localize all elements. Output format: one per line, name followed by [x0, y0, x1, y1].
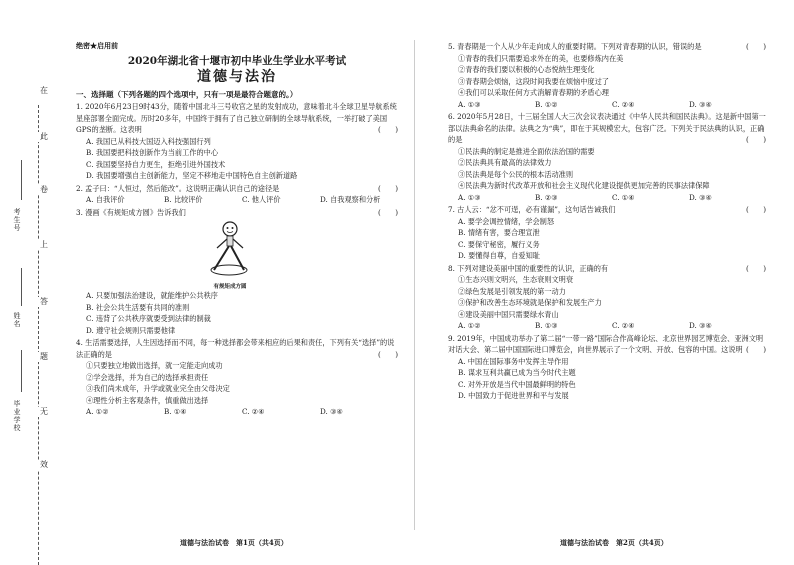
- binding-margin: [6, 50, 58, 530]
- page-divider: [414, 40, 415, 530]
- option-d: D. 要懂得自尊，自爱知耻: [458, 251, 540, 260]
- answer-paren: ( ): [378, 125, 398, 134]
- option-a: A. 自我评价: [86, 195, 125, 204]
- option-a: A. ①②: [86, 407, 109, 416]
- question-stem: 6. 2020年5月28日，十三届全国人大三次会议表决通过《中华人民共和国民法典》。这是新中国第一部以法典命名的法律。法典之为“典”，即在于其规模宏大，包容广泛。下列关于民法典的认识，正确的是: [448, 112, 766, 144]
- question-stem: 5. 青春期是一个人从少年走向成人的重要时期。下列对青春期的认识，错误的是: [448, 42, 702, 51]
- question-2: [76, 183, 398, 206]
- question-7: [448, 204, 766, 262]
- option-b: B. ①④: [164, 407, 187, 416]
- option-c: C. 他人评价: [242, 195, 281, 204]
- options-row: [76, 406, 398, 418]
- answer-paren: ( ): [746, 345, 766, 354]
- statement: ④理性分析主客观条件，慎重做出选择: [86, 395, 209, 405]
- statement: ①民法典的制定是推进全面依法治国的需要: [458, 146, 595, 156]
- seal-char: 题: [40, 352, 48, 361]
- option-a: A. 中国在国际事务中发挥主导作用: [458, 356, 569, 366]
- option-a: A. ①②: [458, 321, 481, 330]
- page-1-column: [76, 40, 398, 418]
- subject-title: 道德与法治: [197, 68, 277, 85]
- statement: ③青春期会烦恼，这段时间我要在烦恼中度过了: [458, 76, 609, 86]
- option-c: C. 要保守秘密，履行义务: [458, 239, 540, 249]
- option-b: B. 比较评价: [164, 195, 203, 204]
- confidential-mark: 绝密★启用前: [76, 41, 118, 50]
- option-d: D. ③④: [689, 192, 712, 202]
- cartoon-figure: [200, 220, 260, 288]
- option-a: A. 要学会调控情绪，学会制怒: [458, 216, 555, 226]
- options-row: [448, 99, 766, 111]
- option-c: C. ①④: [612, 192, 635, 202]
- question-4: [76, 337, 398, 418]
- page-2-footer: 道德与法治试卷 第2页（共4页）: [560, 538, 668, 547]
- option-c: C. ②④: [612, 321, 635, 330]
- option-b: B. ②③: [535, 192, 558, 202]
- option-c: C. 我国要坚持自力更生，拒绝引进外国技术: [86, 159, 226, 169]
- question-3: [76, 207, 398, 337]
- compass-cartoon-icon: [200, 220, 260, 278]
- question-1: [76, 101, 398, 182]
- option-a: A. 只要加强法治建设，就能维护公共秩序: [86, 291, 218, 300]
- statement: ①只要独立地做出选择，就一定能走向成功: [86, 361, 223, 370]
- answer-paren: ( ): [378, 349, 398, 359]
- field-line-school: [21, 350, 22, 392]
- statement: ④建设美丽中国只需要绿水青山: [458, 309, 559, 319]
- question-stem: 9. 2019年，中国成功举办了第二届“一带一路”国际合作高峰论坛、北京世界园艺博览会、亚洲文明对话大会、第二届中国国际进口博览会，向世界展示了一个文明、开放、包容的中国。这说明: [448, 333, 764, 354]
- seal-line: [38, 105, 39, 565]
- field-label-school: 毕业学校: [13, 400, 21, 432]
- answer-paren: ( ): [746, 205, 766, 214]
- answer-paren: ( ): [746, 263, 766, 273]
- option-b: B. 我国要把科技创新作为当前工作的中心: [86, 148, 219, 157]
- question-6: [448, 111, 766, 203]
- option-d: D. ③④: [689, 321, 712, 330]
- option-c: C. ②④: [612, 99, 635, 109]
- page-2-column: [448, 40, 766, 402]
- option-d: D. 遵守社会规则只需要他律: [86, 325, 176, 335]
- exam-title: 2020年湖北省十堰市初中毕业生学业水平考试: [127, 54, 347, 67]
- statement: ②学会选择，并为自己的选择承担责任: [86, 372, 209, 382]
- statement: ③民法典是每个公民的根本活动准则: [458, 169, 574, 179]
- question-8: [448, 263, 766, 332]
- question-stem: 2. 孟子曰：“人恒过，然后能改”。这说明正确认识自己的途径是: [76, 183, 280, 193]
- option-a: A. 我国已从科技大国迈入科技强国行列: [86, 136, 211, 146]
- field-line-name: [21, 268, 22, 306]
- option-c: C. 对外开放是当代中国最鲜明的特色: [458, 379, 576, 389]
- question-stem: 3. 漫画《有规矩成方圆》告诉我们: [76, 207, 186, 217]
- question-stem: 8. 下列对建设美丽中国的重要性的认识，正确的有: [448, 263, 609, 273]
- option-d: D. 我国要增强自主创新能力，坚定不移地走中国特色自主创新道路: [86, 171, 298, 180]
- statement: ①青春的我们只需要追求外在的美，也要修炼内在美: [458, 53, 624, 63]
- field-label-name: 姓名: [13, 312, 21, 328]
- question-9: [448, 333, 766, 402]
- page-1-footer: 道德与法治试卷 第1页（共4页）: [180, 538, 288, 547]
- question-stem: 4. 生活需要选择，人生因选择而不同，每一种选择都会带来相应的后果和责任，下列有关“选择”的说法正确的是: [76, 338, 395, 359]
- seal-char: 效: [40, 460, 48, 469]
- question-stem: 1. 2020年6月23日9时43分，随着中国北斗三号收官之星的发射成功，意味着北斗全球卫星导航系统星座部署全面完成。历时20多年，中国终于拥有了自己独立研制的全球导航系统，一举打破了美国GPS的垄断。这表明: [76, 102, 397, 134]
- answer-paren: ( ): [746, 42, 766, 51]
- statement: ②民法典具有最高的法律效力: [458, 158, 552, 167]
- option-a: A. ①③: [458, 192, 481, 202]
- statement: ③保护和改善生态环境就是保护和发展生产力: [458, 298, 602, 307]
- option-d: D. 自我观察和分析: [320, 195, 381, 204]
- seal-char: 在: [40, 86, 48, 95]
- field-label-exam-number: 考生号: [13, 208, 21, 232]
- question-stem: 7. 古人云：“忿不可逞，必有谨漏”，这句话告诫我们: [448, 205, 616, 214]
- seal-char: 此: [40, 132, 48, 141]
- seal-char: 卷: [40, 185, 48, 194]
- options-row: [448, 320, 766, 332]
- seal-char: 上: [40, 240, 48, 249]
- seal-char: 无: [40, 407, 48, 416]
- field-line-exam-number: [21, 160, 22, 200]
- option-b: B. ①③: [535, 321, 558, 330]
- statement: ①生态兴则文明兴，生态衰则文明衰: [458, 275, 574, 284]
- options-row: [76, 194, 398, 206]
- cartoon-caption: 有规矩成方圆: [213, 283, 247, 290]
- seal-char: 答: [40, 297, 48, 306]
- statement: ④我们可以采取任何方式消解青春期的矛盾心理: [458, 88, 609, 97]
- answer-paren: ( ): [746, 135, 766, 144]
- option-b: B. 社会公共生活要有共同的准则: [86, 302, 190, 312]
- option-d: D. 中国致力于促进世界和平与发展: [458, 391, 569, 400]
- option-c: C. 违背了公共秩序就要受到法律的制裁: [86, 314, 211, 323]
- option-c: C. ②④: [242, 407, 265, 416]
- option-b: B. ①②: [535, 99, 558, 109]
- option-a: A. ①③: [458, 99, 481, 109]
- option-b: B. 谋求互利共赢已成为当今时代主题: [458, 368, 576, 377]
- option-d: D. ③④: [320, 407, 343, 416]
- answer-paren: ( ): [378, 183, 398, 193]
- section-heading: 一、选择题（下列各题的四个选项中，只有一项是最符合题意的。）: [76, 89, 298, 99]
- statement: ②青春的我们要以积极的心态悦纳生理变化: [458, 65, 595, 74]
- question-5: [448, 41, 766, 110]
- option-b: B. 情绪有害，要合理宣泄: [458, 228, 540, 237]
- statement: ②绿色发展是引领发展的第一动力: [458, 286, 566, 296]
- statement: ④民法典为新时代改革开放和社会主义现代化建设提供更加完善的民事法律保障: [458, 181, 710, 190]
- answer-paren: ( ): [378, 207, 398, 217]
- option-d: D. ③④: [689, 99, 712, 109]
- options-row: [448, 192, 766, 204]
- statement: ③我们尚未成年，升学或就业完全由父母决定: [86, 384, 230, 393]
